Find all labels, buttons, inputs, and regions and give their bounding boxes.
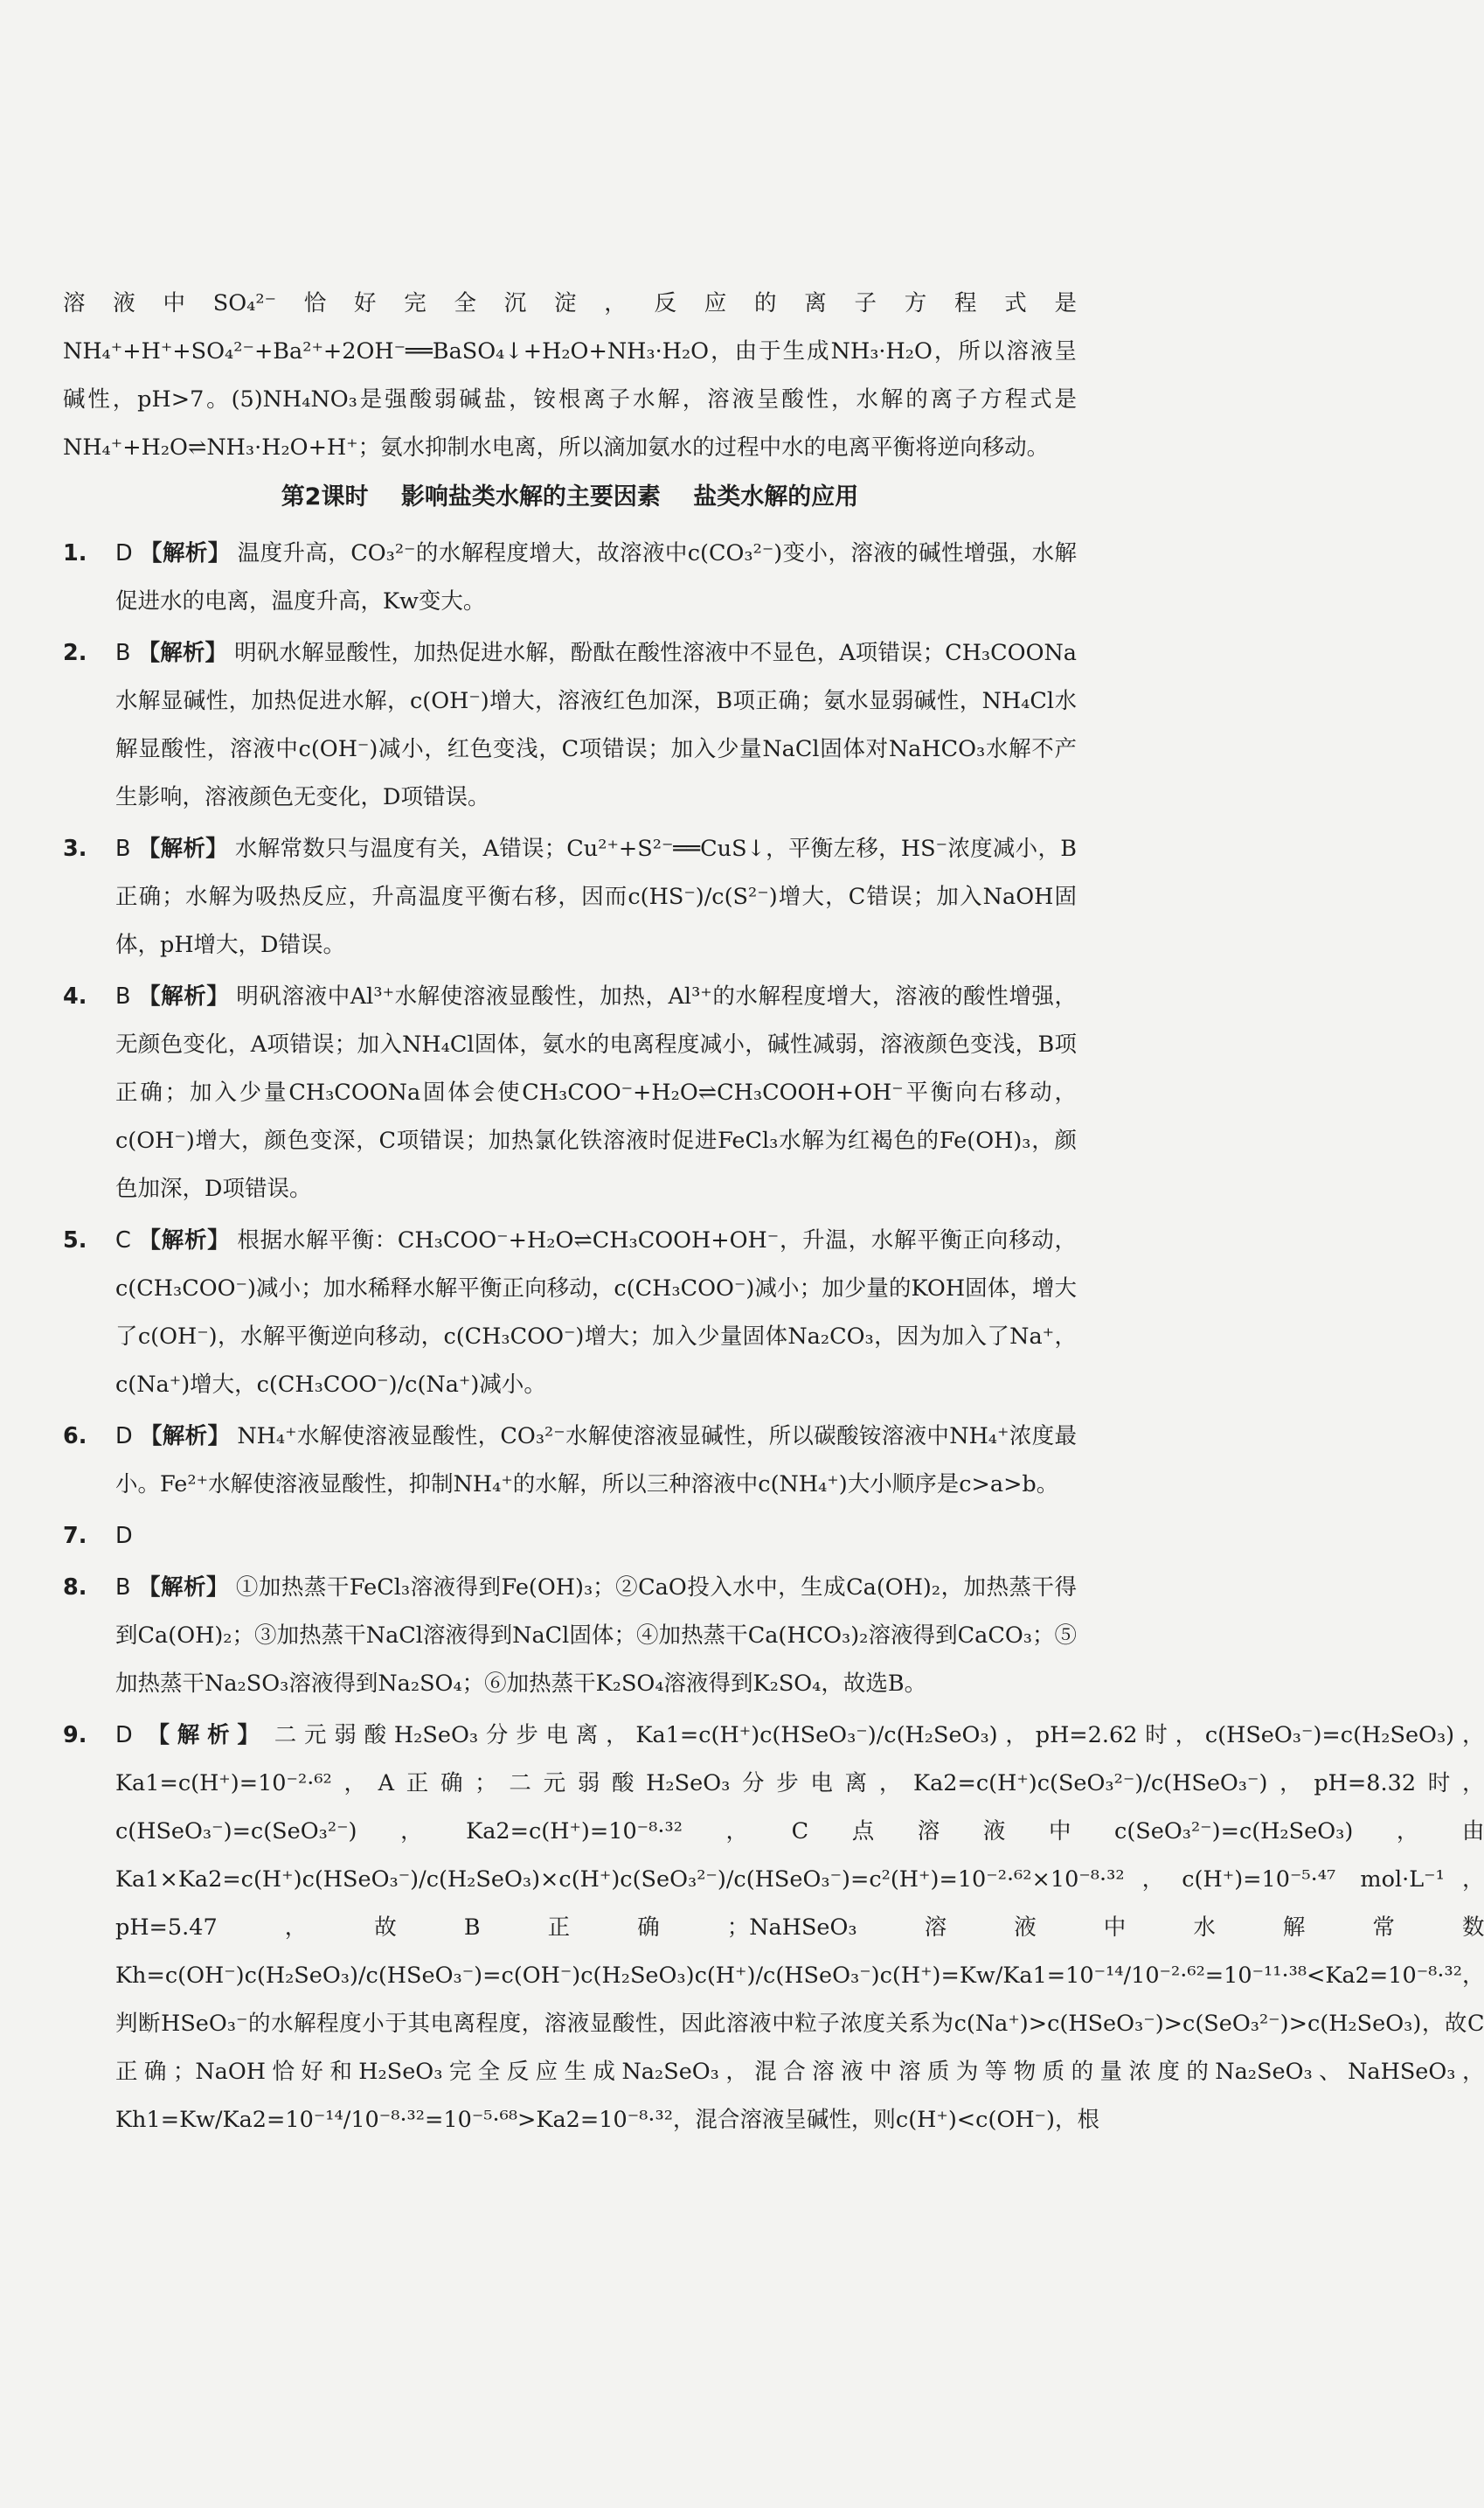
- answer-item-6: [63, 1413, 1077, 1509]
- item-number: 2.: [63, 640, 87, 666]
- answer-letter: D: [115, 1722, 133, 1748]
- analysis-tag: 【解析】: [139, 1423, 231, 1449]
- analysis-text: NH₄⁺水解使溶液显酸性，CO₃²⁻水解使溶液显碱性，所以碳酸铵溶液中NH₄⁺浓度最小。Fe²⁺水解使溶液显酸性，抑制NH₄⁺的水解，所以三种溶液中c(NH₄⁺)大小顺序是c>a>b。: [115, 1423, 1077, 1497]
- analysis-tag: 【解析】: [139, 540, 231, 566]
- answer-item-3: [63, 825, 1077, 969]
- answer-letter: B: [115, 1574, 131, 1601]
- item-number: 6.: [63, 1423, 87, 1449]
- analysis-tag: 【解析】: [139, 1722, 267, 1748]
- analysis-text: 根据水解平衡：CH₃COO⁻+H₂O⇌CH₃COOH+OH⁻，升温，水解平衡正向移动，c(CH₃COO⁻)减小；加水稀释水解平衡正向移动，c(CH₃COO⁻)减小；加少量的KOH固体，增大了c(OH⁻)，水解平衡逆向移动，c(CH₃COO⁻)增大；加入少量固体Na₂CO₃，因为加入了Na⁺，c(Na⁺)增大，c(CH₃COO⁻)/c(Na⁺)减小。: [115, 1227, 1077, 1398]
- lesson-label: 第2课时: [281, 483, 369, 511]
- analysis-text: 明矾溶液中Al³⁺水解使溶液显酸性，加热，Al³⁺的水解程度增大，溶液的酸性增强，无颜色变化，A项错误；加入NH₄Cl固体，氨水的电离程度减小，碱性减弱，溶液颜色变浅，B项正确；加入少量CH₃COONa固体会使CH₃COO⁻+H₂O⇌CH₃COOH+OH⁻平衡向右移动，c(OH⁻)增大，颜色变深，C项错误；加热氯化铁溶液时促进FeCl₃水解为红褐色的Fe(OH)₃，颜色加深，D项错误。: [115, 983, 1077, 1202]
- answer-item-1: [63, 530, 1077, 626]
- item-number: 3.: [63, 836, 87, 862]
- analysis-tag: 【解析】: [137, 1574, 229, 1601]
- answer-item-8: [63, 1564, 1077, 1708]
- answer-letter: D: [115, 540, 133, 566]
- analysis-text: 明矾水解显酸性，加热促进水解，酚酞在酸性溶液中不显色，A项错误；CH₃COONa水解显碱性，加热促进水解，c(OH⁻)增大，溶液红色加深，B项正确；氨水显弱碱性，NH₄Cl水解显酸性，溶液中c(OH⁻)减小，红色变浅，C项错误；加入少量NaCl固体对NaHCO₃水解不产生影响，溶液颜色无变化，D项错误。: [115, 640, 1077, 810]
- answer-letter: C: [115, 1227, 131, 1254]
- answer-item-4: [63, 973, 1077, 1213]
- item-number: 9.: [63, 1722, 87, 1748]
- intro-paragraph: 溶液中SO₄²⁻恰好完全沉淀，反应的离子方程式是NH₄⁺+H⁺+SO₄²⁻+Ba²⁺+2OH⁻══BaSO₄↓+H₂O+NH₃·H₂O，由于生成NH₃·H₂O，所以溶液呈碱性，pH>7。(5)NH₄NO₃是强酸弱碱盐，铵根离子水解，溶液呈酸性，水解的离子方程式是NH₄⁺+H₂O⇌NH₃·H₂O+H⁺；氨水抑制水电离，所以滴加氨水的过程中水的电离平衡将逆向移动。: [63, 290, 1077, 461]
- analysis-text: ①加热蒸干FeCl₃溶液得到Fe(OH)₃；②CaO投入水中，生成Ca(OH)₂，加热蒸干得到Ca(OH)₂；③加热蒸干NaCl溶液得到NaCl固体；④加热蒸干Ca(HCO₃)₂溶液得到CaCO₃；⑤加热蒸干Na₂SO₃溶液得到Na₂SO₄；⑥加热蒸干K₂SO₄溶液得到K₂SO₄，故选B。: [115, 1574, 1077, 1697]
- item-number: 8.: [63, 1574, 87, 1601]
- answer-letter: D: [115, 1423, 133, 1449]
- analysis-tag: 【解析】: [137, 640, 228, 666]
- analysis-tag: 【解析】: [137, 983, 230, 1010]
- answer-item-2: [63, 629, 1077, 822]
- answer-letter: B: [115, 640, 131, 666]
- section-heading: [63, 477, 1077, 518]
- answer-letter: B: [115, 836, 131, 862]
- item-number: 1.: [63, 540, 87, 566]
- answer-item-7: [63, 1512, 1077, 1560]
- analysis-text: 温度升高，CO₃²⁻的水解程度增大，故溶液中c(CO₃²⁻)变小，溶液的碱性增强，水解促进水的电离，温度升高，Kw变大。: [115, 540, 1077, 615]
- analysis-tag: 【解析】: [137, 836, 228, 862]
- topic-title-2: 盐类水解的应用: [693, 483, 859, 511]
- answer-item-5: [63, 1217, 1077, 1409]
- item-number: 7.: [63, 1523, 87, 1549]
- answer-letter: B: [115, 983, 131, 1010]
- answer-item-9: [63, 1712, 1484, 2144]
- topic-title-1: 影响盐类水解的主要因素: [400, 483, 661, 511]
- answer-letter: D: [115, 1523, 133, 1549]
- item-number: 4.: [63, 983, 87, 1010]
- item-number: 5.: [63, 1227, 87, 1254]
- document-content: [63, 280, 1484, 2144]
- analysis-text: 二元弱酸H₂SeO₃分步电离，Ka1=c(H⁺)c(HSeO₃⁻)/c(H₂SeO₃)，pH=2.62时，c(HSeO₃⁻)=c(H₂SeO₃)，Ka1=c(H⁺)=10⁻²·⁶²，A正确；二元弱酸H₂SeO₃分步电离，Ka2=c(H⁺)c(SeO₃²⁻)/c(HSeO₃⁻)，pH=8.32时，c(HSeO₃⁻)=c(SeO₃²⁻)，Ka2=c(H⁺)=10⁻⁸·³²，C点溶液中c(SeO₃²⁻)=c(H₂SeO₃)，由Ka1×Ka2=c(H⁺)c(HSeO₃⁻)/c(H₂SeO₃)×c(H⁺)c(SeO₃²⁻)/c(HSeO₃⁻)=c²(H⁺)=10⁻²·⁶²×10⁻⁸·³²，c(H⁺)=10⁻⁵·⁴⁷ mol·L⁻¹，pH=5.47，故B正确；NaHSeO₃溶液中水解常数Kh=c(OH⁻)c(H₂SeO₃)/c(HSeO₃⁻)=c(OH⁻)c(H₂SeO₃)c(H⁺)/c(HSeO₃⁻)c(H⁺)=Kw/Ka1=10⁻¹⁴/10⁻²·⁶²=10⁻¹¹·³⁸<Ka2=10⁻⁸·³²，判断HSeO₃⁻的水解程度小于其电离程度，溶液显酸性，因此溶液中粒子浓度关系为c(Na⁺)>c(HSeO₃⁻)>c(SeO₃²⁻)>c(H₂SeO₃)，故C正确；NaOH恰好和H₂SeO₃完全反应生成Na₂SeO₃，混合溶液中溶质为等物质的量浓度的Na₂SeO₃、NaHSeO₃，Kh1=Kw/Ka2=10⁻¹⁴/10⁻⁸·³²=10⁻⁵·⁶⁸>Ka2=10⁻⁸·³²，混合溶液呈碱性，则c(H⁺)<c(OH⁻)，根: [115, 1722, 1484, 2133]
- analysis-tag: 【解析】: [137, 1227, 231, 1254]
- analysis-text: 水解常数只与温度有关，A错误；Cu²⁺+S²⁻══CuS↓，平衡左移，HS⁻浓度减小，B正确；水解为吸热反应，升高温度平衡右移，因而c(HS⁻)/c(S²⁻)增大，C错误；加入NaOH固体，pH增大，D错误。: [115, 836, 1077, 958]
